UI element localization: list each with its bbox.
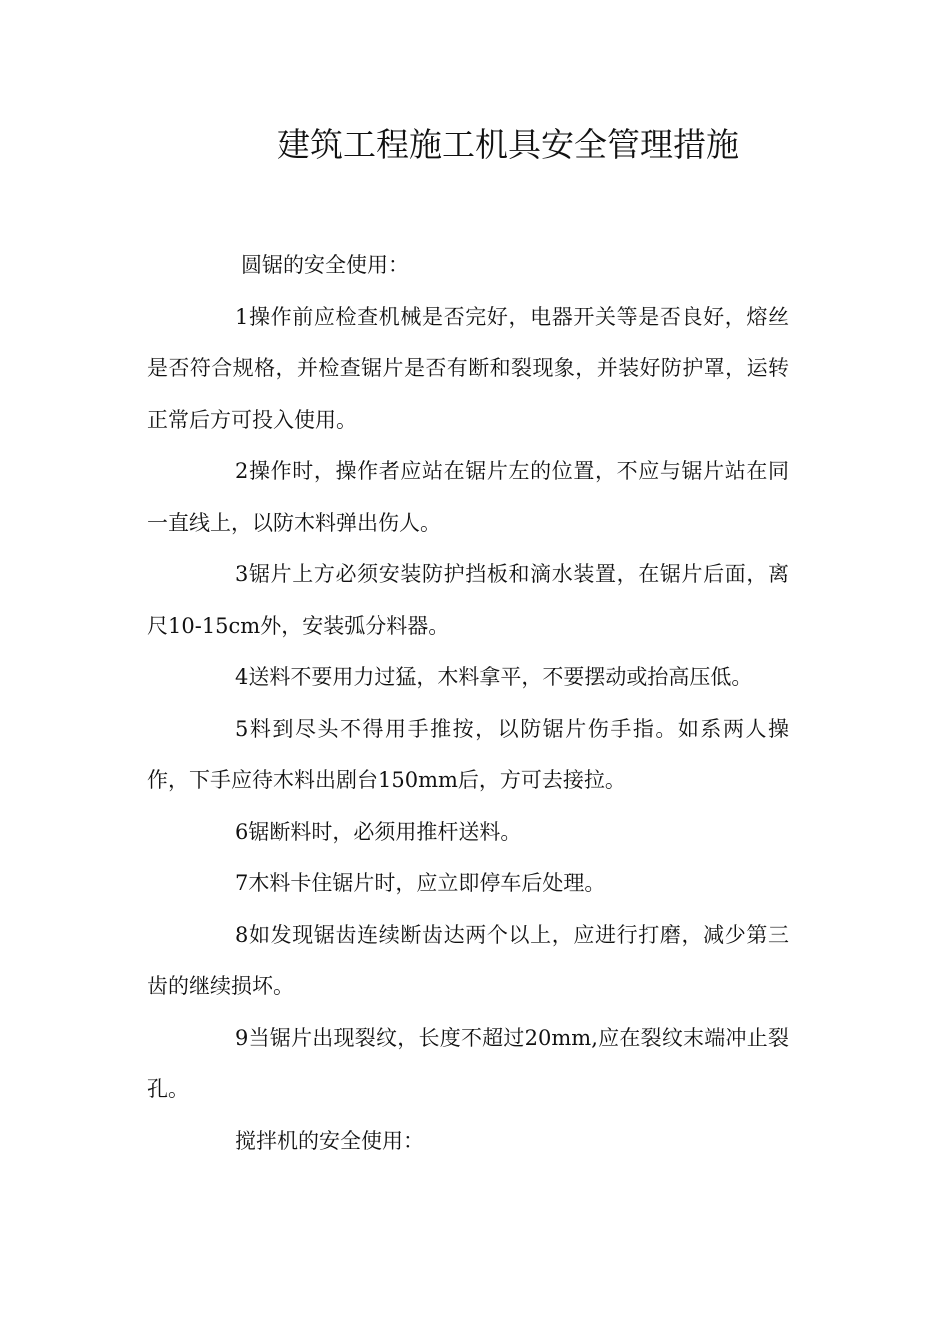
paragraph-item-8: 8如发现锯齿连续断齿达两个以上，应进行打磨，减少第三齿的继续损坏。 xyxy=(147,922,789,998)
section-heading-circular-saw: 圆锯的安全使用： xyxy=(241,253,409,277)
paragraph-item-1: 1操作前应检查机械是否完好，电器开关等是否良好，熔丝是否符合规格，并检查锯片是否有断和裂现象，并装好防护罩，运转正常后方可投入使用。 xyxy=(147,304,789,432)
paragraph-item-4: 4送料不要用力过猛，木料拿平，不要摆动或抬高压低。 xyxy=(235,665,753,689)
paragraph-item-6: 6锯断料时，必须用推杆送料。 xyxy=(235,819,522,844)
paragraph-item-3: 3锯片上方必须安装防护挡板和滴水装置，在锯片后面，离尺10-15cm外，安装弧分料器。 xyxy=(147,562,789,638)
paragraph-item-7: 7木料卡住锯片时，应立即停车后处理。 xyxy=(235,871,606,895)
paragraph-item-5: 5料到尽头不得用手推按，以防锯片伤手指。如系两人操作，下手应待木料出剧台150mm后，方可去接拉。 xyxy=(147,716,789,792)
document-body xyxy=(147,240,789,1167)
paragraph-item-2: 2操作时，操作者应站在锯片左的位置，不应与锯片站在同一直线上，以防木料弹出伤人。 xyxy=(147,459,789,535)
page-title: 建筑工程施工机具安全管理措施 xyxy=(277,125,739,164)
section-heading-mixer: 搅拌机的安全使用： xyxy=(235,1128,424,1153)
paragraph-item-9: 9当锯片出现裂纹，长度不超过20mm,应在裂纹末端冲止裂孔。 xyxy=(147,1025,789,1101)
